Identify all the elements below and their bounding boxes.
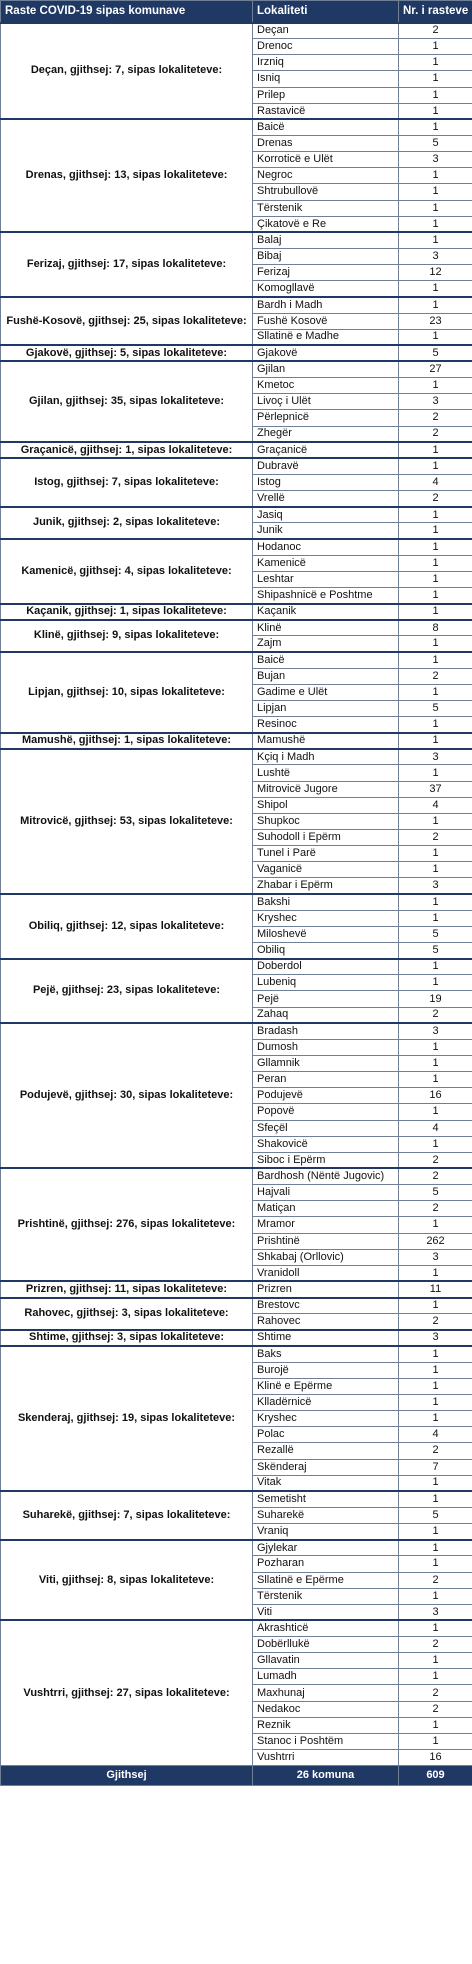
case-count-cell: 1	[399, 1298, 472, 1314]
locality-cell: Shipashnicë e Poshtme	[253, 587, 399, 603]
case-count-cell: 2	[399, 668, 472, 684]
locality-cell: Lumadh	[253, 1669, 399, 1685]
case-count-cell: 1	[399, 1524, 472, 1540]
locality-cell: Doberdol	[253, 959, 399, 975]
case-count-cell: 2	[399, 426, 472, 442]
locality-cell: Jasiq	[253, 507, 399, 523]
locality-cell: Skënderaj	[253, 1459, 399, 1475]
locality-cell: Stanoc i Poshtëm	[253, 1733, 399, 1749]
case-count-cell: 4	[399, 474, 472, 490]
case-count-cell: 5	[399, 345, 472, 361]
table-row	[1, 652, 472, 668]
locality-cell: Polac	[253, 1427, 399, 1443]
locality-cell: Podujevë	[253, 1088, 399, 1104]
municipality-cell: Deçan, gjithsej: 7, sipas lokaliteteve:	[1, 23, 253, 120]
case-count-cell: 1	[399, 571, 472, 587]
locality-cell: Gllavatin	[253, 1653, 399, 1669]
municipality-cell: Kamenicë, gjithsej: 4, sipas lokaliteteve:	[1, 539, 253, 604]
table-row	[1, 232, 472, 248]
table-row	[1, 749, 472, 765]
municipality-cell: Vushtrri, gjithsej: 27, sipas lokaliteteve:	[1, 1620, 253, 1765]
case-count-cell: 16	[399, 1088, 472, 1104]
case-count-cell: 1	[399, 1136, 472, 1152]
locality-cell: Pejë	[253, 991, 399, 1007]
case-count-cell: 1	[399, 216, 472, 232]
case-count-cell: 27	[399, 361, 472, 377]
locality-cell: Korroticë e Ulët	[253, 152, 399, 168]
locality-cell: Gjilan	[253, 361, 399, 377]
case-count-cell: 1	[399, 1394, 472, 1410]
locality-cell: Burojë	[253, 1362, 399, 1378]
locality-cell: Semetisht	[253, 1491, 399, 1507]
case-count-cell: 1	[399, 507, 472, 523]
case-count-cell: 3	[399, 1023, 472, 1039]
case-count-cell: 2	[399, 23, 472, 39]
case-count-cell: 2	[399, 1201, 472, 1217]
case-count-cell: 1	[399, 1733, 472, 1749]
municipality-cell: Prishtinë, gjithsej: 276, sipas lokaliteteve:	[1, 1168, 253, 1281]
table-row	[1, 507, 472, 523]
locality-cell: Mramor	[253, 1217, 399, 1233]
municipality-cell: Gjilan, gjithsej: 35, sipas lokaliteteve:	[1, 361, 253, 442]
locality-cell: Përlepnicë	[253, 410, 399, 426]
locality-cell: Shtrubullovë	[253, 184, 399, 200]
locality-cell: Baicë	[253, 652, 399, 668]
locality-cell: Gadime e Ulët	[253, 684, 399, 700]
case-count-cell: 1	[399, 862, 472, 878]
locality-cell: Çikatovë e Re	[253, 216, 399, 232]
case-count-cell: 3	[399, 248, 472, 264]
municipality-cell: Pejë, gjithsej: 23, sipas lokaliteteve:	[1, 959, 253, 1024]
table-row	[1, 1168, 472, 1184]
case-count-cell: 1	[399, 1653, 472, 1669]
case-count-cell: 262	[399, 1233, 472, 1249]
locality-cell: Vraniq	[253, 1524, 399, 1540]
case-count-cell: 1	[399, 1556, 472, 1572]
locality-cell: Sfeçël	[253, 1120, 399, 1136]
case-count-cell: 1	[399, 1717, 472, 1733]
municipality-cell: Viti, gjithsej: 8, sipas lokaliteteve:	[1, 1540, 253, 1621]
locality-cell: Prizren	[253, 1281, 399, 1297]
case-count-cell: 1	[399, 1411, 472, 1427]
municipality-cell: Mamushë, gjithsej: 1, sipas lokaliteteve:	[1, 733, 253, 749]
case-count-cell: 1	[399, 1265, 472, 1281]
case-count-cell: 19	[399, 991, 472, 1007]
case-count-cell: 1	[399, 442, 472, 458]
locality-cell: Kçiq i Madh	[253, 749, 399, 765]
case-count-cell: 1	[399, 604, 472, 620]
case-count-cell: 5	[399, 135, 472, 151]
case-count-cell: 1	[399, 1491, 472, 1507]
case-count-cell: 1	[399, 733, 472, 749]
municipality-cell: Mitrovicë, gjithsej: 53, sipas lokaliteteve:	[1, 749, 253, 894]
municipality-cell: Drenas, gjithsej: 13, sipas lokaliteteve:	[1, 119, 253, 232]
case-count-cell: 1	[399, 894, 472, 910]
locality-cell: Shtime	[253, 1330, 399, 1346]
case-count-cell: 1	[399, 1104, 472, 1120]
locality-cell: Vaganicë	[253, 862, 399, 878]
locality-cell: Tërstenik	[253, 1588, 399, 1604]
locality-cell: Gllamnik	[253, 1056, 399, 1072]
locality-cell: Irzniq	[253, 55, 399, 71]
case-count-cell: 5	[399, 926, 472, 942]
locality-cell: Prilep	[253, 87, 399, 103]
case-count-cell: 2	[399, 1685, 472, 1701]
case-count-cell: 1	[399, 378, 472, 394]
case-count-cell: 1	[399, 232, 472, 248]
locality-cell: Dumosh	[253, 1039, 399, 1055]
locality-cell: Baicë	[253, 119, 399, 135]
locality-cell: Kamenicë	[253, 555, 399, 571]
locality-cell: Brestovc	[253, 1298, 399, 1314]
locality-cell: Maxhunaj	[253, 1685, 399, 1701]
case-count-cell: 1	[399, 1378, 472, 1394]
locality-cell: Mitrovicë Jugore	[253, 781, 399, 797]
locality-cell: Kaçanik	[253, 604, 399, 620]
locality-cell: Bardh i Madh	[253, 297, 399, 313]
locality-cell: Dubravë	[253, 458, 399, 474]
case-count-cell: 1	[399, 1072, 472, 1088]
case-count-cell: 11	[399, 1281, 472, 1297]
municipality-cell: Fushë-Kosovë, gjithsej: 25, sipas lokaliteteve:	[1, 297, 253, 345]
municipality-cell: Junik, gjithsej: 2, sipas lokaliteteve:	[1, 507, 253, 539]
case-count-cell: 1	[399, 684, 472, 700]
locality-cell: Vushtrri	[253, 1750, 399, 1766]
locality-cell: Ferizaj	[253, 265, 399, 281]
case-count-cell: 1	[399, 55, 472, 71]
table-footer-row	[1, 1766, 472, 1786]
municipality-cell: Gjakovë, gjithsej: 5, sipas lokaliteteve:	[1, 345, 253, 361]
case-count-cell: 2	[399, 1152, 472, 1168]
table-row	[1, 1298, 472, 1314]
case-count-cell: 1	[399, 765, 472, 781]
locality-cell: Lipjan	[253, 700, 399, 716]
locality-cell: Pozharan	[253, 1556, 399, 1572]
locality-cell: Zhegër	[253, 426, 399, 442]
locality-cell: Gjakovë	[253, 345, 399, 361]
case-count-cell: 2	[399, 1314, 472, 1330]
case-count-cell: 1	[399, 1669, 472, 1685]
locality-cell: Leshtar	[253, 571, 399, 587]
locality-cell: Zahaq	[253, 1007, 399, 1023]
locality-cell: Bardhosh (Nëntë Jugovic)	[253, 1168, 399, 1184]
municipality-cell: Graçanicë, gjithsej: 1, sipas lokaliteteve:	[1, 442, 253, 458]
locality-cell: Kmetoc	[253, 378, 399, 394]
locality-cell: Klinë	[253, 620, 399, 636]
municipality-cell: Prizren, gjithsej: 11, sipas lokaliteteve:	[1, 1281, 253, 1297]
locality-cell: Klladërnicë	[253, 1394, 399, 1410]
locality-cell: Shupkoc	[253, 813, 399, 829]
locality-cell: Lushtë	[253, 765, 399, 781]
locality-cell: Istog	[253, 474, 399, 490]
municipality-cell: Klinë, gjithsej: 9, sipas lokaliteteve:	[1, 620, 253, 652]
case-count-cell: 3	[399, 394, 472, 410]
locality-cell: Bibaj	[253, 248, 399, 264]
case-count-cell: 37	[399, 781, 472, 797]
locality-cell: Sllatinë e Madhe	[253, 329, 399, 345]
locality-cell: Hodanoc	[253, 539, 399, 555]
case-count-cell: 4	[399, 1120, 472, 1136]
table-row	[1, 1281, 472, 1297]
locality-cell: Siboc i Epërm	[253, 1152, 399, 1168]
case-count-cell: 1	[399, 636, 472, 652]
locality-cell: Prishtinë	[253, 1233, 399, 1249]
locality-cell: Suharekë	[253, 1507, 399, 1523]
case-count-cell: 1	[399, 103, 472, 119]
locality-cell: Bakshi	[253, 894, 399, 910]
table-row	[1, 23, 472, 39]
case-count-cell: 4	[399, 797, 472, 813]
header-case-count: Nr. i rasteve	[399, 1, 472, 23]
locality-cell: Tunel i Parë	[253, 846, 399, 862]
case-count-cell: 1	[399, 39, 472, 55]
case-count-cell: 1	[399, 959, 472, 975]
case-count-cell: 1	[399, 539, 472, 555]
locality-cell: Rezallë	[253, 1443, 399, 1459]
locality-cell: Graçanicë	[253, 442, 399, 458]
case-count-cell: 8	[399, 620, 472, 636]
case-count-cell: 1	[399, 458, 472, 474]
locality-cell: Balaj	[253, 232, 399, 248]
table-row	[1, 959, 472, 975]
locality-cell: Negroc	[253, 168, 399, 184]
table-row	[1, 620, 472, 636]
locality-cell: Fushë Kosovë	[253, 313, 399, 329]
locality-cell: Nedakoc	[253, 1701, 399, 1717]
locality-cell: Resinoc	[253, 717, 399, 733]
locality-cell: Suhodoll i Epërm	[253, 830, 399, 846]
case-count-cell: 3	[399, 749, 472, 765]
table-row	[1, 1330, 472, 1346]
case-count-cell: 1	[399, 119, 472, 135]
locality-cell: Bujan	[253, 668, 399, 684]
case-count-cell: 1	[399, 281, 472, 297]
locality-cell: Hajvali	[253, 1185, 399, 1201]
case-count-cell: 1	[399, 717, 472, 733]
locality-cell: Baks	[253, 1346, 399, 1362]
case-count-cell: 2	[399, 1007, 472, 1023]
municipality-cell: Skenderaj, gjithsej: 19, sipas lokaliteteve:	[1, 1346, 253, 1491]
case-count-cell: 1	[399, 200, 472, 216]
locality-cell: Drenoc	[253, 39, 399, 55]
table-body	[1, 23, 472, 1766]
locality-cell: Junik	[253, 523, 399, 539]
locality-cell: Shakovicë	[253, 1136, 399, 1152]
table-row	[1, 1023, 472, 1039]
case-count-cell: 2	[399, 491, 472, 507]
case-count-cell: 2	[399, 830, 472, 846]
case-count-cell: 1	[399, 813, 472, 829]
case-count-cell: 12	[399, 265, 472, 281]
locality-cell: Kryshec	[253, 910, 399, 926]
case-count-cell: 1	[399, 1475, 472, 1491]
locality-cell: Zajm	[253, 636, 399, 652]
case-count-cell: 5	[399, 1507, 472, 1523]
locality-cell: Rahovec	[253, 1314, 399, 1330]
case-count-cell: 4	[399, 1427, 472, 1443]
case-count-cell: 1	[399, 1540, 472, 1556]
case-count-cell: 1	[399, 975, 472, 991]
municipality-cell: Ferizaj, gjithsej: 17, sipas lokaliteteve:	[1, 232, 253, 297]
table-row	[1, 1346, 472, 1362]
locality-cell: Shkabaj (Orllovic)	[253, 1249, 399, 1265]
locality-cell: Viti	[253, 1604, 399, 1620]
locality-cell: Kryshec	[253, 1411, 399, 1427]
case-count-cell: 16	[399, 1750, 472, 1766]
municipality-cell: Rahovec, gjithsej: 3, sipas lokaliteteve:	[1, 1298, 253, 1330]
header-municipality: Raste COVID-19 sipas komunave	[1, 1, 253, 23]
case-count-cell: 1	[399, 184, 472, 200]
case-count-cell: 7	[399, 1459, 472, 1475]
table-row	[1, 1620, 472, 1636]
locality-cell: Obiliq	[253, 943, 399, 959]
locality-cell: Drenas	[253, 135, 399, 151]
locality-cell: Matiçan	[253, 1201, 399, 1217]
municipality-cell: Shtime, gjithsej: 3, sipas lokaliteteve:	[1, 1330, 253, 1346]
table-row	[1, 604, 472, 620]
footer-total-cases: 609	[399, 1766, 472, 1786]
case-count-cell: 2	[399, 1168, 472, 1184]
locality-cell: Popovë	[253, 1104, 399, 1120]
municipality-cell: Istog, gjithsej: 7, sipas lokaliteteve:	[1, 458, 253, 506]
locality-cell: Livoç i Ulët	[253, 394, 399, 410]
locality-cell: Vrellë	[253, 491, 399, 507]
case-count-cell: 1	[399, 168, 472, 184]
table-row	[1, 442, 472, 458]
case-count-cell: 3	[399, 152, 472, 168]
locality-cell: Gjylekar	[253, 1540, 399, 1556]
case-count-cell: 5	[399, 1185, 472, 1201]
footer-total-label: Gjithsej	[1, 1766, 253, 1786]
municipality-cell: Kaçanik, gjithsej: 1, sipas lokaliteteve:	[1, 604, 253, 620]
table-row	[1, 733, 472, 749]
locality-cell: Shipol	[253, 797, 399, 813]
case-count-cell: 1	[399, 1217, 472, 1233]
case-count-cell: 5	[399, 943, 472, 959]
locality-cell: Zhabar i Epërm	[253, 878, 399, 894]
case-count-cell: 3	[399, 1249, 472, 1265]
table-row	[1, 119, 472, 135]
footer-municipality-count: 26 komuna	[253, 1766, 399, 1786]
case-count-cell: 1	[399, 87, 472, 103]
locality-cell: Tërstenik	[253, 200, 399, 216]
locality-cell: Mamushë	[253, 733, 399, 749]
locality-cell: Komogllavë	[253, 281, 399, 297]
table-row	[1, 1540, 472, 1556]
locality-cell: Lubeniq	[253, 975, 399, 991]
case-count-cell: 3	[399, 878, 472, 894]
locality-cell: Bradash	[253, 1023, 399, 1039]
case-count-cell: 1	[399, 652, 472, 668]
case-count-cell: 2	[399, 1637, 472, 1653]
case-count-cell: 23	[399, 313, 472, 329]
case-count-cell: 1	[399, 71, 472, 87]
municipality-cell: Suharekë, gjithsej: 7, sipas lokaliteteve:	[1, 1491, 253, 1539]
locality-cell: Klinë e Epërme	[253, 1378, 399, 1394]
case-count-cell: 1	[399, 1362, 472, 1378]
case-count-cell: 2	[399, 1443, 472, 1459]
locality-cell: Rastavicë	[253, 103, 399, 119]
case-count-cell: 2	[399, 1701, 472, 1717]
table-row	[1, 458, 472, 474]
locality-cell: Vranidoll	[253, 1265, 399, 1281]
header-locality: Lokaliteti	[253, 1, 399, 23]
case-count-cell: 1	[399, 523, 472, 539]
locality-cell: Vitak	[253, 1475, 399, 1491]
locality-cell: Isniq	[253, 71, 399, 87]
table-header-row	[1, 1, 472, 23]
case-count-cell: 1	[399, 910, 472, 926]
locality-cell: Dobërllukë	[253, 1637, 399, 1653]
case-count-cell: 1	[399, 329, 472, 345]
locality-cell: Akrashticë	[253, 1620, 399, 1636]
case-count-cell: 2	[399, 410, 472, 426]
case-count-cell: 1	[399, 1588, 472, 1604]
case-count-cell: 1	[399, 1346, 472, 1362]
municipality-cell: Podujevë, gjithsej: 30, sipas lokaliteteve:	[1, 1023, 253, 1168]
table-row	[1, 297, 472, 313]
table-row	[1, 894, 472, 910]
case-count-cell: 3	[399, 1330, 472, 1346]
locality-cell: Sllatinë e Epërme	[253, 1572, 399, 1588]
table-row	[1, 361, 472, 377]
locality-cell: Peran	[253, 1072, 399, 1088]
case-count-cell: 2	[399, 1572, 472, 1588]
case-count-cell: 1	[399, 1056, 472, 1072]
case-count-cell: 3	[399, 1604, 472, 1620]
case-count-cell: 1	[399, 1039, 472, 1055]
case-count-cell: 1	[399, 555, 472, 571]
case-count-cell: 1	[399, 587, 472, 603]
case-count-cell: 1	[399, 846, 472, 862]
municipality-cell: Obiliq, gjithsej: 12, sipas lokaliteteve:	[1, 894, 253, 959]
locality-cell: Miloshevë	[253, 926, 399, 942]
locality-cell: Deçan	[253, 23, 399, 39]
municipality-cell: Lipjan, gjithsej: 10, sipas lokaliteteve:	[1, 652, 253, 733]
table-row	[1, 1491, 472, 1507]
table-row	[1, 539, 472, 555]
locality-cell: Reznik	[253, 1717, 399, 1733]
case-count-cell: 1	[399, 297, 472, 313]
case-count-cell: 5	[399, 700, 472, 716]
case-count-cell: 1	[399, 1620, 472, 1636]
table-row	[1, 345, 472, 361]
